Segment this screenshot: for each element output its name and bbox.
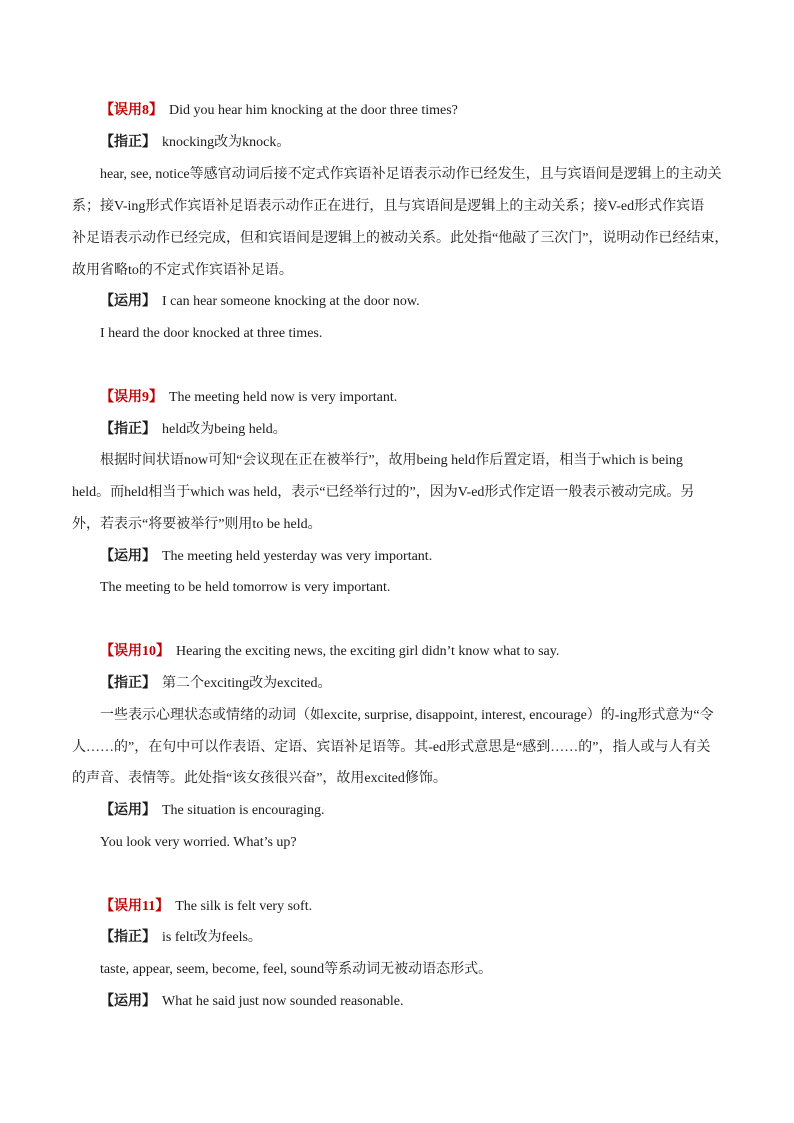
correct-tag: 【指正】 [100, 676, 156, 691]
correct-tag: 【指正】 [100, 930, 156, 945]
explanation-9-line-1: 根据时间状语now可知“会议现在正在被举行”，故用being held作后置定语，相当于which is being [100, 453, 683, 468]
explanation-8-line-2: 系；接V-ing形式作宾语补足语表示动作正在进行，且与宾语间是逻辑上的主动关系；接V-ed形式作宾语 [72, 199, 705, 214]
usage-9 [100, 549, 722, 565]
error-sentence: Did you hear him knocking at the door three times? [169, 103, 458, 118]
explanation-10-line-3: 的声音、表情等。此处指“该女孩很兴奋”，故用excited修饰。 [72, 771, 447, 786]
explanation-11-line-1: taste, appear, seem, become, feel, sound等系动词无被动语态形式。 [100, 962, 493, 977]
correct-text: knocking改为knock。 [162, 135, 291, 150]
error-sentence: The meeting held now is very important. [169, 390, 398, 405]
correction-10 [100, 676, 722, 692]
usage-sentence: The meeting held yesterday was very important. [162, 549, 433, 564]
explanation-10-line-1: 一些表示心理状态或情绪的动词（如excite, surprise, disappoint, interest, encourage）的-ing形式意为“令 [100, 708, 714, 723]
usage-8 [100, 294, 722, 310]
usage-sentence: I can hear someone knocking at the door now. [162, 294, 420, 309]
usage-tag: 【运用】 [100, 549, 156, 564]
error-heading-8 [100, 103, 722, 119]
usage-tag: 【运用】 [100, 294, 156, 309]
correction-8 [100, 135, 722, 151]
explanation-9-line-2: held。而held相当于which was held，表示“已经举行过的”，因为V-ed形式作定语一般表示被动完成。另 [72, 485, 695, 500]
error-sentence: The silk is felt very soft. [175, 899, 313, 914]
usage-9-line-2: The meeting to be held tomorrow is very important. [100, 580, 391, 595]
usage-10 [100, 803, 722, 819]
correction-9 [100, 422, 722, 438]
correct-text: 第二个exciting改为excited。 [162, 676, 332, 691]
correct-text: is felt改为feels。 [162, 930, 262, 945]
usage-sentence: What he said just now sounded reasonable. [162, 994, 404, 1009]
explanation-10-line-2: 人……的”，在句中可以作表语、定语、宾语补足语等。其-ed形式意思是“感到……的”，指人或与人有关 [72, 740, 711, 755]
explanation-8-line-3: 补足语表示动作已经完成，但和宾语间是逻辑上的被动关系。此处指“他敲了三次门”，说明动作已经结束， [72, 231, 729, 246]
usage-10-line-2: You look very worried. What’s up? [100, 835, 297, 850]
explanation-9-line-3: 外，若表示“将要被举行”则用to be held。 [72, 517, 322, 532]
error-heading-11 [100, 899, 722, 915]
error-tag: 【误用10】 [100, 644, 170, 659]
explanation-8-line-1: hear, see, notice等感官动词后接不定式作宾语补足语表示动作已经发生，且与宾语间是逻辑上的主动关 [100, 167, 722, 182]
error-tag: 【误用9】 [100, 390, 163, 405]
error-sentence: Hearing the exciting news, the exciting girl didn’t know what to say. [176, 644, 560, 659]
error-tag: 【误用8】 [100, 103, 163, 118]
usage-8-line-2: I heard the door knocked at three times. [100, 326, 323, 341]
usage-sentence: The situation is encouraging. [162, 803, 325, 818]
correct-tag: 【指正】 [100, 135, 156, 150]
usage-tag: 【运用】 [100, 803, 156, 818]
correct-tag: 【指正】 [100, 422, 156, 437]
correction-11 [100, 930, 722, 946]
error-tag: 【误用11】 [100, 899, 170, 914]
usage-11 [100, 994, 722, 1010]
usage-tag: 【运用】 [100, 994, 156, 1009]
correct-text: held改为being held。 [162, 422, 287, 437]
explanation-8-line-4: 故用省略to的不定式作宾语补足语。 [72, 263, 293, 278]
error-heading-10 [100, 644, 722, 660]
error-heading-9 [100, 390, 722, 406]
